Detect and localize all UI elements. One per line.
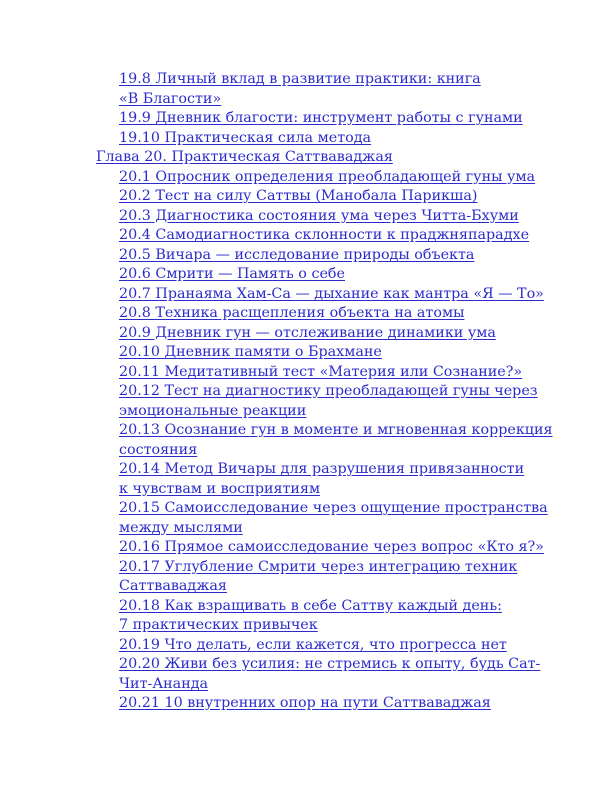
toc-section-entry[interactable] (0, 597, 607, 636)
toc-link-line[interactable]: 20.2 Тест на силу Саттвы (Манобала Парикша) (119, 188, 478, 204)
toc-link-line[interactable]: 19.10 Практическая сила метода (119, 129, 372, 146)
toc-section-entry[interactable] (0, 538, 607, 558)
toc-link-line[interactable]: 20.17 Углубление Смрити через интеграцию техник (119, 558, 518, 575)
toc-section-entry[interactable] (0, 324, 607, 344)
toc-link-line[interactable]: 20.19 Что делать, если кажется, что прогресса нет (119, 636, 507, 653)
toc-section-entry[interactable] (0, 499, 607, 538)
table-of-contents (0, 70, 607, 714)
toc-link-line[interactable]: 20.15 Самоисследование через ощущение пространства (119, 500, 548, 516)
toc-link-line[interactable]: 20.12 Тест на диагностику преобладающей гуны через (119, 383, 538, 399)
toc-link-line[interactable]: 20.10 Дневник памяти о Брахмане (119, 344, 382, 360)
toc-section-entry[interactable] (0, 558, 607, 597)
toc-link-line[interactable]: «В Благости» (119, 90, 222, 107)
toc-section-entry[interactable] (0, 187, 607, 207)
toc-section-entry[interactable] (0, 304, 607, 324)
toc-section-entry[interactable] (0, 265, 607, 285)
toc-section-entry[interactable] (0, 363, 607, 383)
toc-chapter-entry[interactable] (0, 148, 607, 168)
toc-section-entry[interactable] (0, 285, 607, 305)
toc-section-entry[interactable] (0, 70, 607, 109)
toc-link-line[interactable]: 19.8 Личный вклад в развитие практики: книга (119, 71, 481, 87)
toc-link-line[interactable]: 20.16 Прямое самоисследование через вопрос «Кто я?» (119, 539, 544, 555)
toc-link-line[interactable]: 20.7 Пранаяма Хам-Са — дыхание как мантра «Я — То» (119, 285, 544, 302)
toc-link-line[interactable]: 20.18 Как взращивать в себе Саттву каждый день: (119, 597, 502, 614)
toc-link-line[interactable]: 20.11 Медитативный тест «Материя или Сознание?» (119, 363, 523, 380)
toc-link-line[interactable]: 20.3 Диагностика состояния ума через Читта-Бхуми (119, 207, 519, 224)
toc-link-line[interactable]: 20.4 Самодиагностика склонности к праджняпарадхе (119, 227, 530, 243)
toc-section-entry[interactable] (0, 343, 607, 363)
toc-link-line[interactable]: 20.21 10 внутренних опор на пути Саттваваджая (119, 695, 491, 711)
toc-section-entry[interactable] (0, 207, 607, 227)
toc-section-entry[interactable] (0, 694, 607, 714)
toc-link-line[interactable]: 20.8 Техника расщепления объекта на атомы (119, 305, 465, 321)
toc-link-line[interactable]: состояния (119, 441, 198, 458)
toc-link-line[interactable]: 20.5 Вичара — исследование природы объекта (119, 246, 475, 263)
toc-link-line[interactable]: 19.9 Дневник благости: инструмент работы с гунами (119, 110, 523, 126)
toc-link-line[interactable]: 7 практических привычек (119, 617, 318, 633)
toc-link-line[interactable]: 20.13 Осознание гун в моменте и мгновенная коррекция (119, 422, 553, 438)
toc-section-entry[interactable] (0, 382, 607, 421)
toc-link-line[interactable]: Саттваваджая (119, 578, 227, 594)
toc-link-line[interactable]: 20.9 Дневник гун — отслеживание динамики ума (119, 324, 496, 341)
toc-section-entry[interactable] (0, 168, 607, 188)
toc-section-entry[interactable] (0, 129, 607, 149)
toc-section-entry[interactable] (0, 109, 607, 129)
toc-section-entry[interactable] (0, 421, 607, 460)
toc-section-entry[interactable] (0, 226, 607, 246)
toc-link-line[interactable]: к чувствам и восприятиям (119, 480, 321, 497)
toc-section-entry[interactable] (0, 246, 607, 266)
toc-section-entry[interactable] (0, 636, 607, 656)
toc-link-line[interactable]: Чит-Ананда (119, 675, 209, 692)
toc-link-line[interactable]: между мыслями (119, 519, 243, 536)
toc-link-line[interactable]: эмоциональные реакции (119, 402, 307, 419)
toc-link-line[interactable]: 20.6 Смрити — Память о себе (119, 266, 345, 282)
toc-link-line[interactable]: Глава 20. Практическая Саттваваджая (96, 149, 393, 165)
toc-section-entry[interactable] (0, 655, 607, 694)
toc-link-line[interactable]: 20.14 Метод Вичары для разрушения привязанности (119, 461, 525, 477)
toc-link-line[interactable]: 20.1 Опросник определения преобладающей гуны ума (119, 168, 536, 185)
toc-section-entry[interactable] (0, 460, 607, 499)
toc-link-line[interactable]: 20.20 Живи без усилия: не стремись к опыту, будь Сат- (119, 656, 541, 672)
